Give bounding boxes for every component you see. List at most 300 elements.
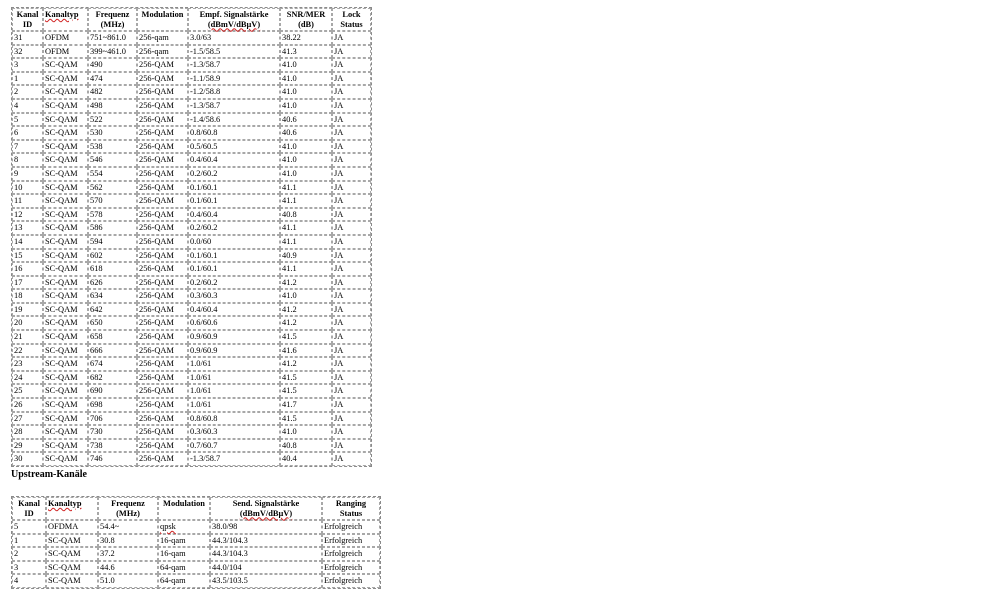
table-cell: 25 (12, 384, 43, 398)
table-cell: 41.1 (280, 194, 332, 208)
table-cell: 256-QAM (137, 303, 188, 317)
table-cell: SC-QAM (43, 72, 88, 86)
table-cell: Erfolgreich (322, 561, 380, 575)
table-cell: 40.6 (280, 113, 332, 127)
table-cell: SC-QAM (43, 194, 88, 208)
downstream-header-row (12, 8, 371, 31)
table-cell: 256-QAM (137, 167, 188, 181)
table-cell: 3 (12, 58, 43, 72)
table-cell: SC-QAM (43, 208, 88, 222)
table-cell: JA (332, 31, 371, 45)
table-cell: 10 (12, 181, 43, 195)
table-cell: 40.4 (280, 452, 332, 466)
table-cell: SC-QAM (43, 384, 88, 398)
table-cell: 0.1/60.1 (188, 194, 280, 208)
table-cell: 256-QAM (137, 371, 188, 385)
table-cell: JA (332, 249, 371, 263)
table-cell: 44.3/104.3 (210, 534, 322, 548)
table-cell: 4 (12, 574, 46, 588)
table-cell: 30.8 (98, 534, 158, 548)
table-cell: SC-QAM (46, 574, 98, 588)
table-cell: 21 (12, 330, 43, 344)
table-cell: JA (332, 113, 371, 127)
table-cell: 0.0/60 (188, 235, 280, 249)
table-cell: 19 (12, 303, 43, 317)
table-cell: 0.4/60.4 (188, 303, 280, 317)
table-cell: OFDM (43, 31, 88, 45)
table-cell: 399~461.0 (88, 45, 137, 59)
table-cell: 642 (88, 303, 137, 317)
table-cell: 474 (88, 72, 137, 86)
table-cell: JA (332, 412, 371, 426)
table-cell: 674 (88, 357, 137, 371)
table-cell: 41.3 (280, 45, 332, 59)
table-cell: 1.0/61 (188, 371, 280, 385)
table-row (12, 289, 371, 303)
table-cell: 41.0 (280, 153, 332, 167)
table-cell: 2 (12, 547, 46, 561)
table-cell: 0.8/60.8 (188, 412, 280, 426)
table-row (12, 574, 380, 588)
table-row (12, 344, 371, 358)
table-cell: 530 (88, 126, 137, 140)
table-cell: 0.3/60.3 (188, 289, 280, 303)
table-cell: 256-QAM (137, 384, 188, 398)
table-cell: 570 (88, 194, 137, 208)
table-cell: 256-qam (137, 31, 188, 45)
table-cell: 40.6 (280, 126, 332, 140)
table-cell: 64-qam (158, 574, 210, 588)
table-row (12, 167, 371, 181)
table-cell: 40.8 (280, 439, 332, 453)
table-cell: JA (332, 316, 371, 330)
table-cell: SC-QAM (43, 371, 88, 385)
table-cell: 27 (12, 412, 43, 426)
table-cell: 554 (88, 167, 137, 181)
table-cell: 64-qam (158, 561, 210, 575)
table-cell: SC-QAM (43, 276, 88, 290)
table-cell: 41.0 (280, 99, 332, 113)
table-cell: 0.2/60.2 (188, 221, 280, 235)
table-cell: 1.0/61 (188, 357, 280, 371)
table-cell: 0.6/60.6 (188, 316, 280, 330)
table-cell: JA (332, 235, 371, 249)
table-row (12, 357, 371, 371)
table-row (12, 45, 371, 59)
table-cell: 5 (12, 113, 43, 127)
table-cell: JA (332, 289, 371, 303)
table-cell: 1 (12, 72, 43, 86)
table-row (12, 534, 380, 548)
table-cell: SC-QAM (43, 140, 88, 154)
table-cell: 41.0 (280, 167, 332, 181)
table-cell: JA (332, 425, 371, 439)
header-kanaltyp: Kanaltyp (43, 8, 88, 31)
table-cell: SC-QAM (43, 262, 88, 276)
table-cell: 0.9/60.9 (188, 330, 280, 344)
table-cell: SC-QAM (43, 58, 88, 72)
table-cell: 16-qam (158, 547, 210, 561)
table-cell: 29 (12, 439, 43, 453)
table-cell: 538 (88, 140, 137, 154)
table-cell: Erfolgreich (322, 574, 380, 588)
table-cell: Erfolgreich (322, 520, 380, 534)
table-cell: JA (332, 167, 371, 181)
table-row (12, 235, 371, 249)
table-cell: 730 (88, 425, 137, 439)
header-kanal-id: Kanal ID (12, 497, 46, 520)
table-cell: 9 (12, 167, 43, 181)
header-snr-mer: SNR/MER (dB) (280, 8, 332, 31)
header-frequenz: Frequenz (MHz) (88, 8, 137, 31)
table-row (12, 425, 371, 439)
table-cell: 256-QAM (137, 357, 188, 371)
table-cell: 41.7 (280, 398, 332, 412)
table-cell: 37.2 (98, 547, 158, 561)
table-row (12, 113, 371, 127)
table-cell: 738 (88, 439, 137, 453)
table-cell: 626 (88, 276, 137, 290)
table-cell: 1.0/61 (188, 384, 280, 398)
table-cell: -1.2/58.8 (188, 85, 280, 99)
table-cell: JA (332, 344, 371, 358)
table-cell: 11 (12, 194, 43, 208)
table-cell: 14 (12, 235, 43, 249)
table-cell: 482 (88, 85, 137, 99)
table-cell: JA (332, 384, 371, 398)
table-cell: 0.4/60.4 (188, 208, 280, 222)
table-cell: 41.5 (280, 384, 332, 398)
table-row (12, 316, 371, 330)
table-cell: 602 (88, 249, 137, 263)
table-cell: 682 (88, 371, 137, 385)
table-cell: 0.9/60.9 (188, 344, 280, 358)
table-cell: 7 (12, 140, 43, 154)
table-cell: JA (332, 303, 371, 317)
table-cell: 0.3/60.3 (188, 425, 280, 439)
table-cell: 44.3/104.3 (210, 547, 322, 561)
table-cell: 41.1 (280, 181, 332, 195)
table-cell: SC-QAM (46, 561, 98, 575)
table-row (12, 85, 371, 99)
table-cell: 41.1 (280, 221, 332, 235)
table-row (12, 371, 371, 385)
table-cell: Erfolgreich (322, 547, 380, 561)
table-row (12, 126, 371, 140)
table-row (12, 520, 380, 534)
table-cell: 0.8/60.8 (188, 126, 280, 140)
table-cell: 706 (88, 412, 137, 426)
table-cell: 41.1 (280, 235, 332, 249)
table-row (12, 153, 371, 167)
table-cell: 0.1/60.1 (188, 249, 280, 263)
table-cell: 2 (12, 85, 43, 99)
table-cell: JA (332, 58, 371, 72)
table-cell: 38.0/98 (210, 520, 322, 534)
table-cell: 41.0 (280, 289, 332, 303)
table-cell: JA (332, 276, 371, 290)
table-row (12, 303, 371, 317)
table-row (12, 249, 371, 263)
table-cell: -1.3/58.7 (188, 58, 280, 72)
table-cell: 0.2/60.2 (188, 276, 280, 290)
table-cell: JA (332, 452, 371, 466)
table-cell: 16 (12, 262, 43, 276)
table-cell: 20 (12, 316, 43, 330)
table-cell: 256-QAM (137, 72, 188, 86)
table-cell: -1.3/58.7 (188, 99, 280, 113)
table-cell: 0.1/60.1 (188, 262, 280, 276)
table-row (12, 262, 371, 276)
table-cell: -1.5/58.5 (188, 45, 280, 59)
table-row (12, 72, 371, 86)
table-cell: SC-QAM (43, 249, 88, 263)
table-row (12, 140, 371, 154)
table-cell: 6 (12, 126, 43, 140)
table-cell: SC-QAM (43, 99, 88, 113)
table-cell: 650 (88, 316, 137, 330)
table-cell: JA (332, 194, 371, 208)
table-row (12, 561, 380, 575)
table-cell: 41.6 (280, 344, 332, 358)
table-cell: 41.2 (280, 303, 332, 317)
table-cell: -1.1/58.9 (188, 72, 280, 86)
table-row (12, 398, 371, 412)
header-signalstaerke: Send. Signalstärke (dBmV/dBµV) (210, 497, 322, 520)
table-cell: 256-QAM (137, 412, 188, 426)
table-cell: 586 (88, 221, 137, 235)
header-kanaltyp: Kanaltyp (46, 497, 98, 520)
table-cell: 3 (12, 561, 46, 575)
table-cell: JA (332, 398, 371, 412)
table-cell: 698 (88, 398, 137, 412)
table-cell: -1.4/58.6 (188, 113, 280, 127)
table-cell: 26 (12, 398, 43, 412)
table-row (12, 452, 371, 466)
table-row (12, 330, 371, 344)
table-cell: 256-QAM (137, 140, 188, 154)
table-cell: -1.3/58.7 (188, 452, 280, 466)
table-cell: 0.5/60.5 (188, 140, 280, 154)
table-cell: 666 (88, 344, 137, 358)
table-cell: 41.0 (280, 140, 332, 154)
table-cell: JA (332, 99, 371, 113)
table-cell: 1.0/61 (188, 398, 280, 412)
table-cell: 256-QAM (137, 262, 188, 276)
table-cell: 5 (12, 520, 46, 534)
table-cell: 256-QAM (137, 276, 188, 290)
table-cell: SC-QAM (43, 221, 88, 235)
table-cell: SC-QAM (43, 330, 88, 344)
table-cell: 498 (88, 99, 137, 113)
table-cell: 256-QAM (137, 289, 188, 303)
header-modulation: Modulation (158, 497, 210, 520)
downstream-table-body (12, 31, 371, 466)
table-cell: SC-QAM (43, 153, 88, 167)
table-cell: SC-QAM (43, 289, 88, 303)
table-cell: 40.8 (280, 208, 332, 222)
header-kanal-id: Kanal ID (12, 8, 43, 31)
table-row (12, 181, 371, 195)
table-cell: 41.2 (280, 316, 332, 330)
table-cell: 256-QAM (137, 425, 188, 439)
table-cell: 256-qam (137, 45, 188, 59)
table-cell: 41.5 (280, 330, 332, 344)
table-cell: 490 (88, 58, 137, 72)
table-cell: 256-QAM (137, 235, 188, 249)
table-cell: JA (332, 371, 371, 385)
table-cell: OFDM (43, 45, 88, 59)
table-cell: 618 (88, 262, 137, 276)
table-cell: 256-QAM (137, 208, 188, 222)
table-cell: 44.0/104 (210, 561, 322, 575)
table-cell: JA (332, 85, 371, 99)
table-cell: 562 (88, 181, 137, 195)
table-cell: 22 (12, 344, 43, 358)
table-cell: 41.0 (280, 72, 332, 86)
table-row (12, 384, 371, 398)
table-cell: 256-QAM (137, 113, 188, 127)
header-modulation: Modulation (137, 8, 188, 31)
table-cell: 17 (12, 276, 43, 290)
table-cell: JA (332, 330, 371, 344)
table-cell: 41.2 (280, 357, 332, 371)
table-row (12, 99, 371, 113)
table-cell: JA (332, 126, 371, 140)
table-cell: 256-QAM (137, 153, 188, 167)
table-row (12, 208, 371, 222)
table-cell: 31 (12, 31, 43, 45)
table-cell: 0.2/60.2 (188, 167, 280, 181)
table-cell: 634 (88, 289, 137, 303)
table-cell: 746 (88, 452, 137, 466)
upstream-table (11, 496, 381, 589)
table-row (12, 276, 371, 290)
table-cell: SC-QAM (43, 235, 88, 249)
table-cell: 40.9 (280, 249, 332, 263)
header-signalstaerke: Empf. Signalstärke (dBmV/dBµV) (188, 8, 280, 31)
table-row (12, 221, 371, 235)
table-cell: 43.5/103.5 (210, 574, 322, 588)
table-cell: SC-QAM (43, 398, 88, 412)
table-cell: 23 (12, 357, 43, 371)
upstream-table-body (12, 520, 380, 588)
table-cell: 41.0 (280, 85, 332, 99)
table-cell: 38.22 (280, 31, 332, 45)
table-cell: SC-QAM (46, 534, 98, 548)
table-row (12, 194, 371, 208)
header-frequenz: Frequenz (MHz) (98, 497, 158, 520)
table-cell: 4 (12, 99, 43, 113)
table-cell: 546 (88, 153, 137, 167)
table-cell: 256-QAM (137, 126, 188, 140)
table-cell: JA (332, 140, 371, 154)
table-cell: 256-QAM (137, 344, 188, 358)
table-cell: 30 (12, 452, 43, 466)
table-row (12, 547, 380, 561)
table-cell: 0.7/60.7 (188, 439, 280, 453)
table-cell: 51.0 (98, 574, 158, 588)
table-cell: SC-QAM (43, 344, 88, 358)
table-cell: SC-QAM (43, 126, 88, 140)
header-lock-status: Lock Status (332, 8, 371, 31)
table-cell: 54.4~ (98, 520, 158, 534)
table-cell: OFDMA (46, 520, 98, 534)
table-cell: JA (332, 221, 371, 235)
upstream-section-title: Upstream-Kanäle (11, 469, 87, 480)
table-cell: 15 (12, 249, 43, 263)
table-cell: SC-QAM (46, 547, 98, 561)
table-row (12, 58, 371, 72)
table-cell: 256-QAM (137, 85, 188, 99)
downstream-table (11, 7, 372, 467)
upstream-header-row (12, 497, 380, 520)
table-cell: JA (332, 357, 371, 371)
table-cell: SC-QAM (43, 439, 88, 453)
table-row (12, 439, 371, 453)
table-cell: 256-QAM (137, 181, 188, 195)
table-cell: SC-QAM (43, 316, 88, 330)
table-cell: SC-QAM (43, 357, 88, 371)
table-cell: SC-QAM (43, 303, 88, 317)
table-cell: JA (332, 439, 371, 453)
table-cell: 13 (12, 221, 43, 235)
table-cell: 256-QAM (137, 316, 188, 330)
table-cell: 8 (12, 153, 43, 167)
table-cell: JA (332, 72, 371, 86)
table-cell: 41.2 (280, 276, 332, 290)
table-cell: SC-QAM (43, 452, 88, 466)
table-cell: 256-QAM (137, 439, 188, 453)
table-cell: 41.0 (280, 425, 332, 439)
table-cell: 16-qam (158, 534, 210, 548)
table-row (12, 412, 371, 426)
table-cell: 0.1/60.1 (188, 181, 280, 195)
table-cell: Erfolgreich (322, 534, 380, 548)
table-cell: 751~861.0 (88, 31, 137, 45)
table-cell: 41.5 (280, 412, 332, 426)
table-cell: JA (332, 153, 371, 167)
table-cell: 18 (12, 289, 43, 303)
table-cell: 32 (12, 45, 43, 59)
table-cell: 44.6 (98, 561, 158, 575)
table-cell: 256-QAM (137, 194, 188, 208)
table-cell: SC-QAM (43, 412, 88, 426)
table-cell: SC-QAM (43, 181, 88, 195)
table-cell: 256-QAM (137, 249, 188, 263)
table-cell: 256-QAM (137, 221, 188, 235)
table-cell: 41.0 (280, 58, 332, 72)
table-cell: JA (332, 262, 371, 276)
table-cell: 1 (12, 534, 46, 548)
table-cell: 12 (12, 208, 43, 222)
table-cell: 24 (12, 371, 43, 385)
table-cell: 256-QAM (137, 330, 188, 344)
table-cell: 256-QAM (137, 398, 188, 412)
table-cell: SC-QAM (43, 85, 88, 99)
table-cell: JA (332, 208, 371, 222)
table-row (12, 31, 371, 45)
table-cell: SC-QAM (43, 425, 88, 439)
table-cell: 41.1 (280, 262, 332, 276)
table-cell: 578 (88, 208, 137, 222)
table-cell: JA (332, 45, 371, 59)
table-cell: SC-QAM (43, 113, 88, 127)
table-cell: JA (332, 181, 371, 195)
table-cell: qpsk (158, 520, 210, 534)
table-cell: 658 (88, 330, 137, 344)
table-cell: 0.4/60.4 (188, 153, 280, 167)
